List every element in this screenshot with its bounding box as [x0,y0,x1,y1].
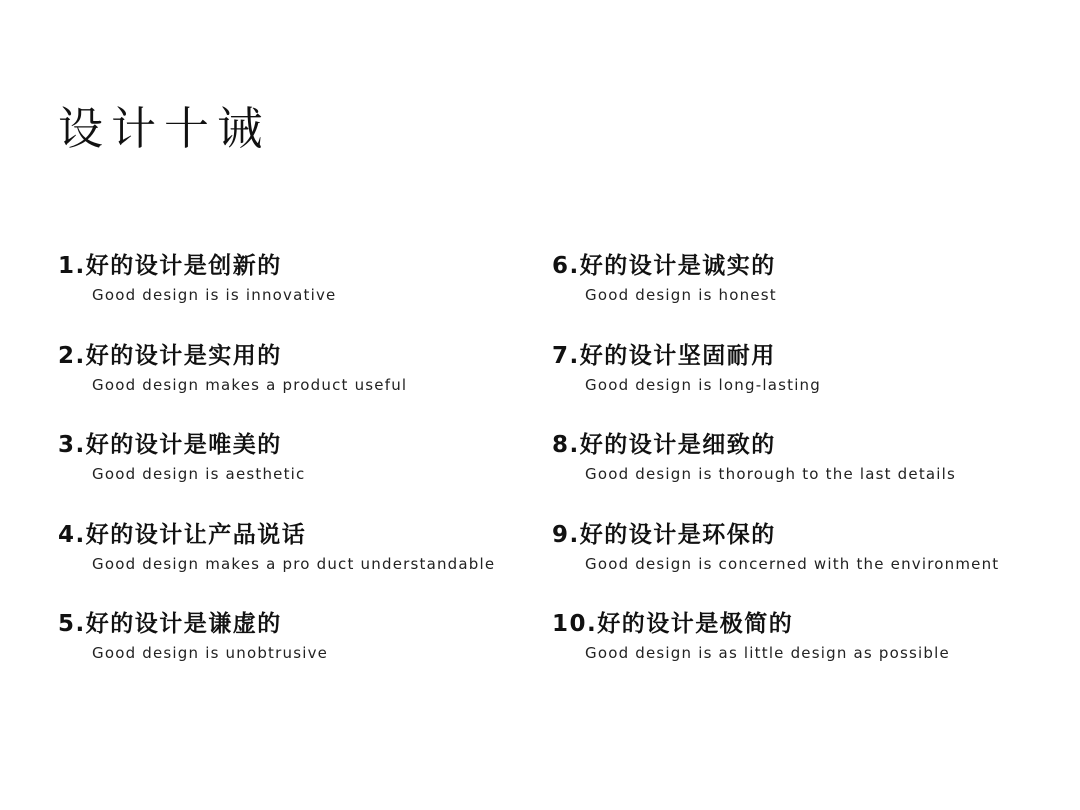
principle-heading: 3.好的设计是唯美的 [58,432,282,458]
principle-subtitle: Good design is honest [585,286,777,304]
principle-subtitle: Good design is as little design as possible [585,644,950,662]
principle-heading: 2.好的设计是实用的 [58,342,282,369]
principle-heading: 8.好的设计是细致的 [552,432,776,458]
principle-subtitle: Good design is is innovative [92,286,337,304]
principle-item-6 [552,252,1052,342]
principle-heading: 6.好的设计是诚实的 [552,253,776,279]
principle-item-1 [58,252,558,342]
principle-heading: 1.好的设计是创新的 [58,253,282,279]
principle-item-8 [552,431,1052,521]
principle-subtitle: Good design is concerned with the environment [585,554,1000,573]
principle-item-10 [552,610,1052,700]
principle-item-9 [552,521,1052,611]
page-title: 设计十诫 [58,102,271,155]
principles-left-column [58,252,558,700]
principles-right-column [552,252,1052,700]
principle-item-5 [58,610,558,700]
principle-item-7 [552,342,1052,432]
principle-subtitle: Good design is aesthetic [92,465,306,483]
principle-heading: 4.好的设计让产品说话 [58,521,307,548]
principle-item-3 [58,431,558,521]
principle-subtitle: Good design makes a pro duct understandable [92,554,496,573]
principle-heading: 10.好的设计是极简的 [552,611,794,637]
principle-subtitle: Good design is thorough to the last details [585,465,957,483]
principle-subtitle: Good design is long-lasting [585,375,821,394]
principle-heading: 7.好的设计坚固耐用 [552,342,776,369]
principle-heading: 9.好的设计是环保的 [552,521,776,548]
principle-subtitle: Good design is unobtrusive [92,644,329,662]
principle-item-4 [58,521,558,611]
principle-subtitle: Good design makes a product useful [92,375,408,394]
principle-heading: 5.好的设计是谦虚的 [58,611,282,637]
principle-item-2 [58,342,558,432]
